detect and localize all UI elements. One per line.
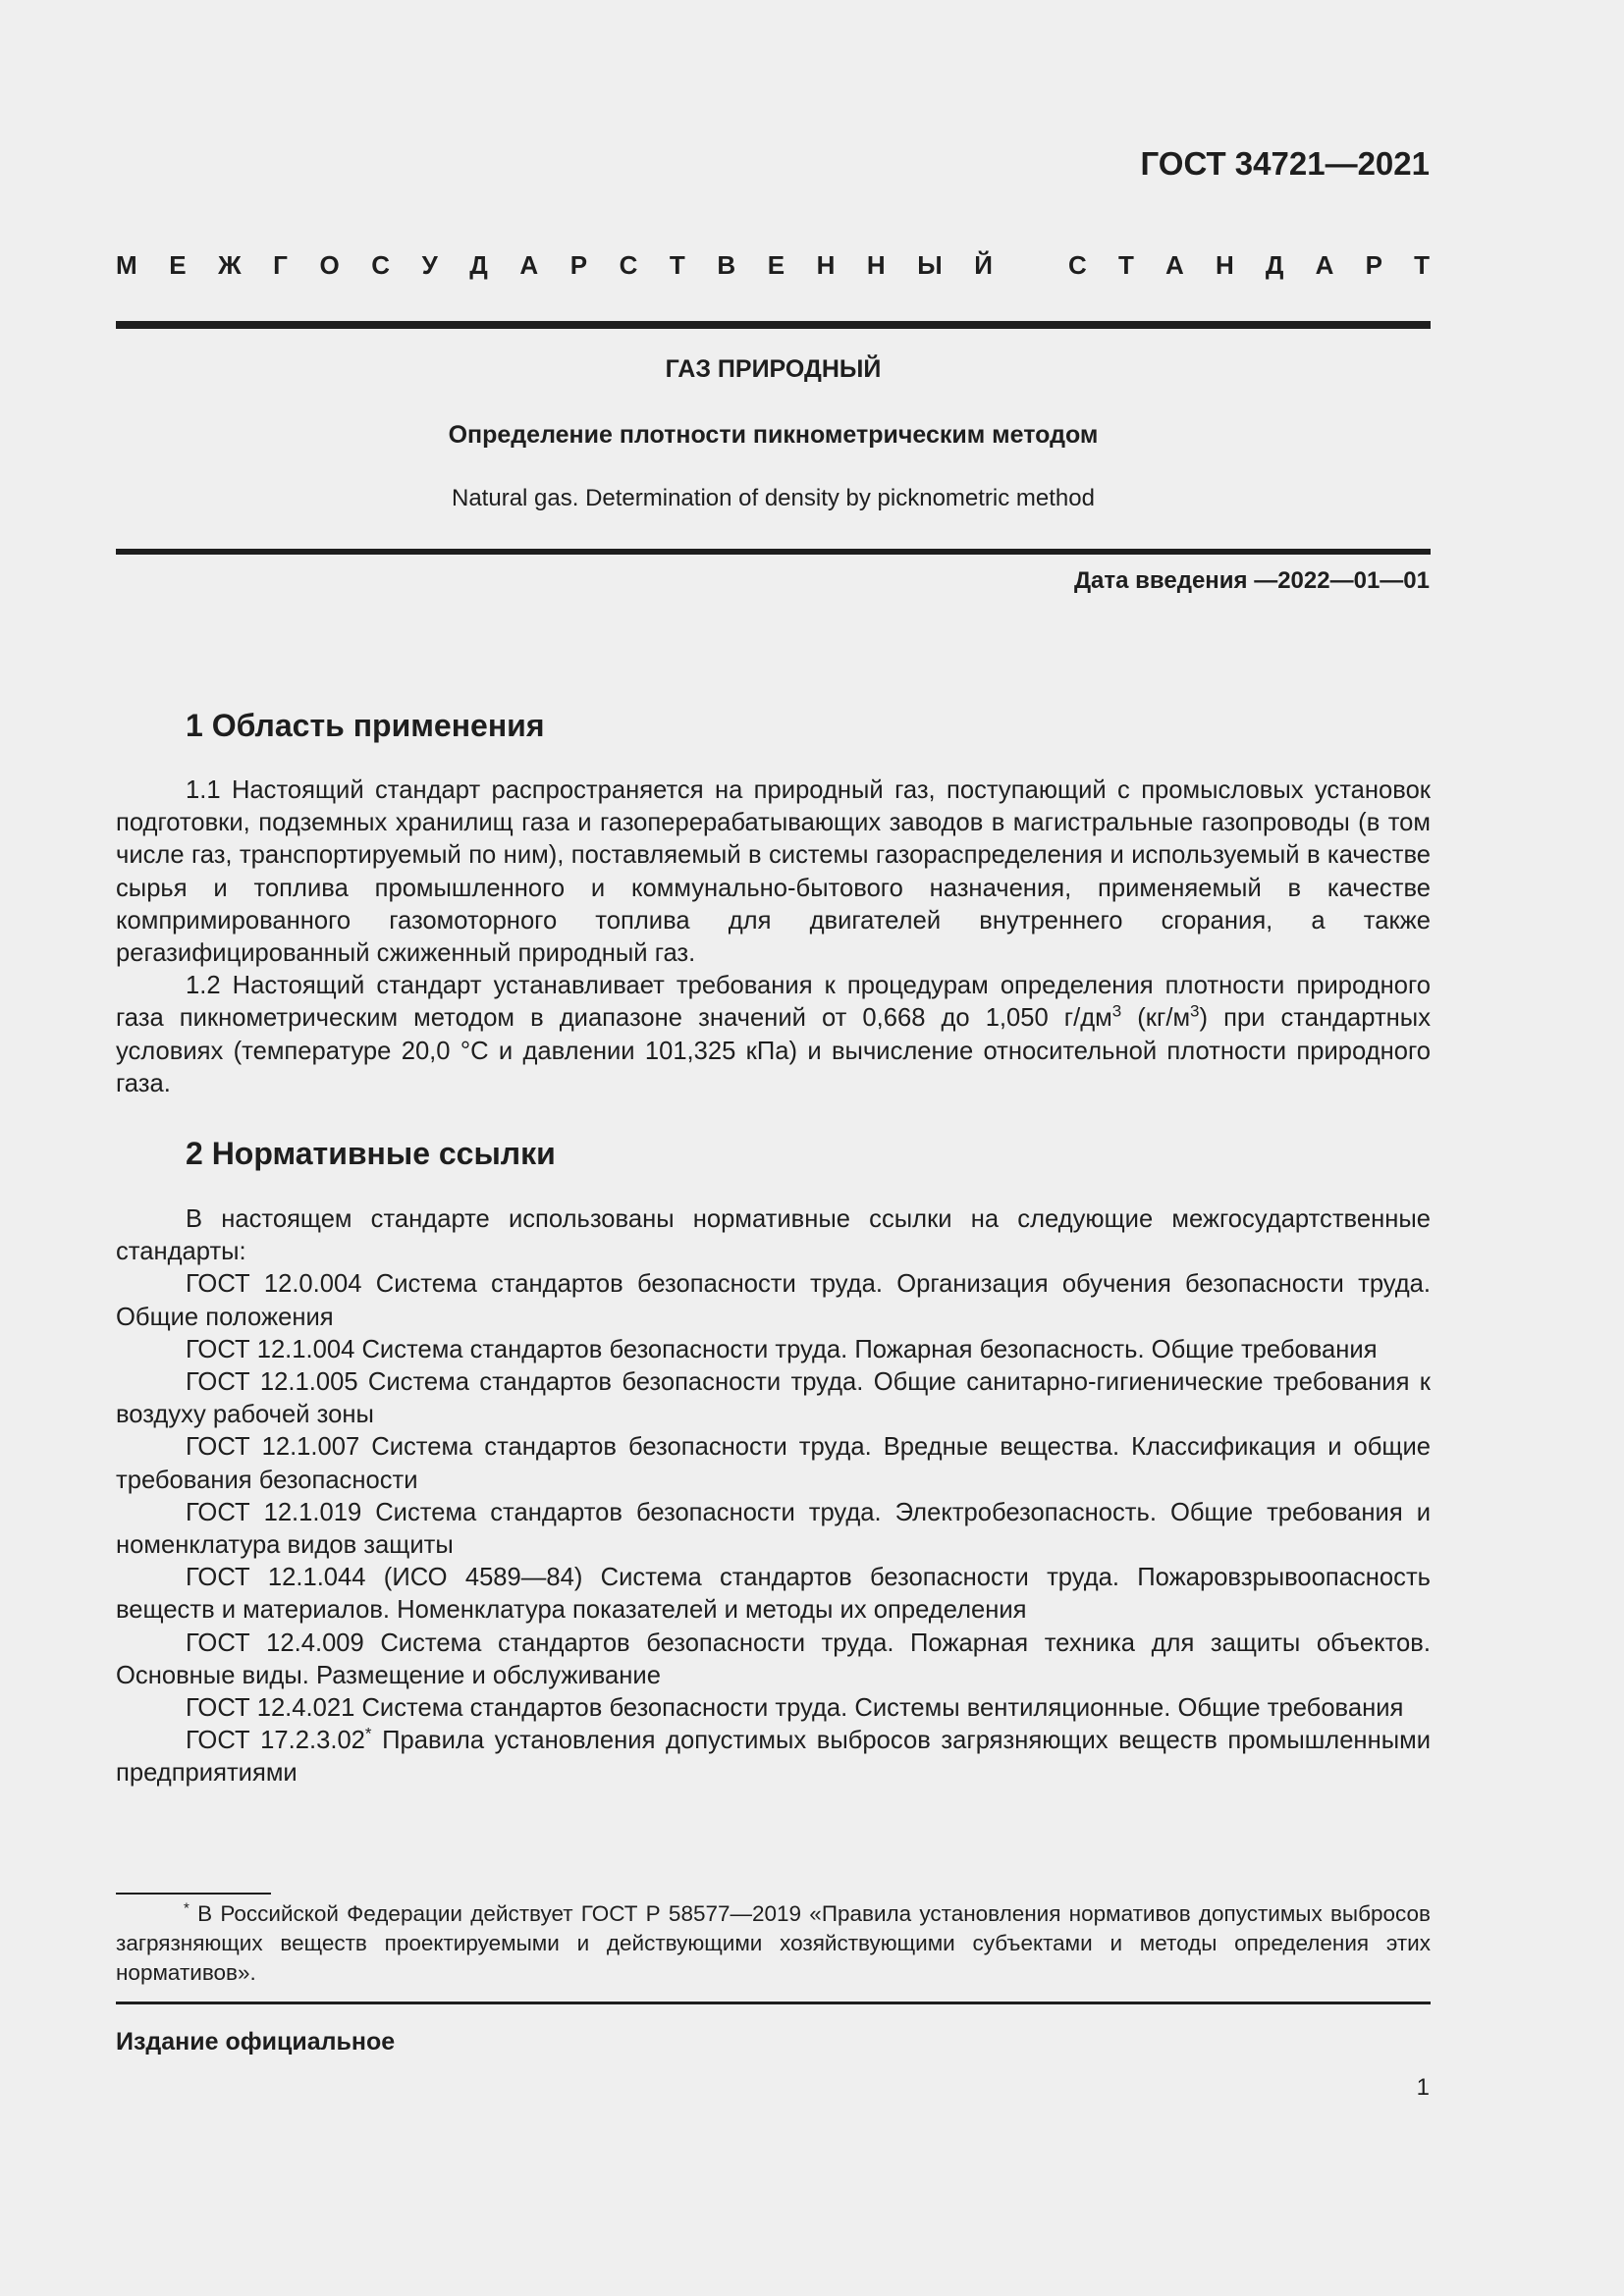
standard-type-word-2 bbox=[1068, 250, 1430, 281]
reference-item: ГОСТ 12.1.019 Система стандартов безопасности труда. Электробезопасность. Общие требования и номенклатура видов защиты bbox=[116, 1498, 1431, 1560]
edition-label: Издание официальное bbox=[116, 2028, 396, 2056]
standard-type-letter: О bbox=[319, 250, 340, 280]
standard-type-letter: Е bbox=[169, 250, 187, 280]
page-number: 1 bbox=[1416, 2074, 1430, 2101]
reference-item: ГОСТ 12.4.021 Система стандартов безопасности труда. Системы вентиляционные. Общие требования bbox=[186, 1694, 1404, 1723]
standard-type-letter: Р bbox=[569, 250, 588, 280]
footnote-rule bbox=[116, 1893, 271, 1895]
header-rule bbox=[116, 321, 1431, 329]
standard-type-letter: А bbox=[519, 250, 539, 280]
standard-type-word-1 bbox=[116, 250, 993, 281]
document-number: ГОСТ 34721—2021 bbox=[1140, 145, 1430, 182]
reference-item: ГОСТ 12.1.005 Система стандартов безопасности труда. Общие санитарно-гигиенические требования к воздуху рабочей зоны bbox=[116, 1368, 1431, 1429]
paragraph-1-1: 1.1 Настоящий стандарт распространяется на природный газ, поступающий с промысловых установок подготовки, подземных хранилищ газа и газоперерабатывающих заводов в магистральные газопроводы (в том числе газ, транспортируемый по ним), поставляемый в системы газораспределения и используемый в качестве сырья и топлива промышленного и коммунально-бытового назначения, применяемый в качестве компримированного газомоторного топлива для двигателей внутреннего сгорания, а также регазифицированный сжиженный природный газ. bbox=[116, 776, 1431, 968]
standard-type bbox=[116, 250, 1430, 281]
standard-type-letter: Н bbox=[866, 250, 886, 280]
reference-item: ГОСТ 12.1.004 Система стандартов безопасности труда. Пожарная безопасность. Общие требования bbox=[186, 1335, 1378, 1363]
english-title: Natural gas. Determination of density by picknometric method bbox=[452, 485, 1095, 511]
standard-type-letter: Т bbox=[669, 250, 685, 280]
standard-type-letter: С bbox=[371, 250, 391, 280]
standard-type-letter: Е bbox=[767, 250, 785, 280]
standard-type-letter: Ж bbox=[218, 250, 242, 280]
paragraph-1-2: 1.2 Настоящий стандарт устанавливает требования к процедурам определения плотности природного газа пикнометрическим методом в диапазоне значений от 0,668 до 1,050 $г/дм^3$ $(кг/м^3)$ при стандартных условиях (температуре 20,0 °С и давлении 101,325 кПа) и вычисление относительной плотности природного газа. bbox=[116, 972, 1432, 1097]
standard-type-letter: М bbox=[116, 250, 137, 280]
reference-item: ГОСТ 12.1.007 Система стандартов безопасности труда. Вредные вещества. Классификация и общие требования безопасности bbox=[116, 1433, 1431, 1494]
standard-type-letter: Г bbox=[273, 250, 288, 280]
standard-type-letter: В bbox=[717, 250, 736, 280]
standard-type-letter: Д bbox=[1265, 250, 1284, 280]
reference-item-last: ГОСТ 17.2.3.02* Правила установления допустимых выбросов загрязняющих веществ промышленными предприятиями bbox=[116, 1724, 1431, 1788]
standard-type-letter: Р bbox=[1365, 250, 1382, 280]
standard-type-letter: Н bbox=[1215, 250, 1234, 280]
section-2-body bbox=[116, 1203, 1431, 1790]
standard-type-letter: А bbox=[1165, 250, 1184, 280]
footer-rule bbox=[116, 2002, 1431, 2004]
standard-type-letter: А bbox=[1315, 250, 1334, 280]
document-subtitle: Определение плотности пикнометрическим методом bbox=[448, 421, 1099, 449]
standard-type-letter: Д bbox=[469, 250, 488, 280]
standard-type-letter: С bbox=[1068, 250, 1087, 280]
standard-type-letter: У bbox=[421, 250, 438, 280]
standard-type-letter: Т bbox=[1117, 250, 1134, 280]
section-1-body bbox=[116, 774, 1431, 1100]
standard-type-letter: Т bbox=[1414, 250, 1430, 280]
references-intro: В настоящем стандарте использованы нормативные ссылки на следующие межгосудартственные стандарты: bbox=[116, 1205, 1431, 1266]
standard-type-letter: С bbox=[619, 250, 638, 280]
standard-type-letter: Ы bbox=[917, 250, 943, 280]
standard-type-letter: Й bbox=[974, 250, 993, 280]
document-title: ГАЗ ПРИРОДНЫЙ bbox=[665, 355, 882, 383]
title-rule bbox=[116, 549, 1431, 555]
standard-type-letter: Н bbox=[816, 250, 836, 280]
reference-item: ГОСТ 12.4.009 Система стандартов безопасности труда. Пожарная техника для защиты объектов. Основные виды. Размещение и обслуживание bbox=[116, 1629, 1431, 1689]
section-1-heading: 1 Область применения bbox=[186, 708, 545, 743]
reference-item: ГОСТ 12.0.004 Система стандартов безопасности труда. Организация обучения безопасности труда. Общие положения bbox=[116, 1270, 1431, 1331]
reference-item: ГОСТ 12.1.044 (ИСО 4589—84) Система стандартов безопасности труда. Пожаровзрывоопасность веществ и материалов. Номенклатура показателей и методы их определения bbox=[116, 1564, 1431, 1625]
footnote-text: * В Российской Федерации действует ГОСТ Р 58577—2019 «Правила установления нормативов допустимых выбросов загрязняющих веществ проектируемыми и действующими хозяйствующими субъектами и методы определения этих нормативов». bbox=[116, 1899, 1431, 1985]
section-2-heading: 2 Нормативные ссылки bbox=[186, 1136, 556, 1171]
introduction-date: Дата введения —2022—01—01 bbox=[1073, 567, 1430, 594]
footnote bbox=[116, 1899, 1431, 1988]
